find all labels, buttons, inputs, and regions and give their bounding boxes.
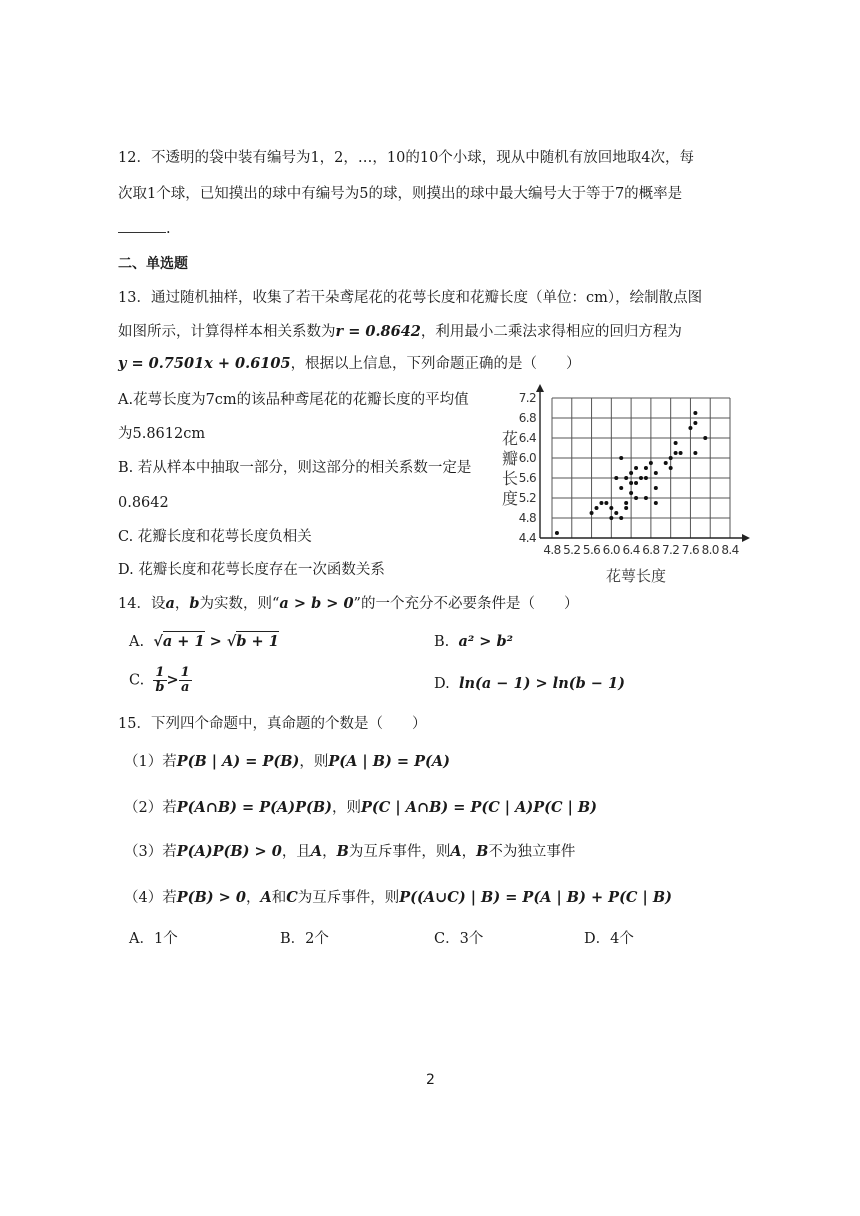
data-point xyxy=(609,516,613,520)
var-b: B xyxy=(476,843,489,860)
prop-then: ，则 xyxy=(299,754,329,770)
log-expr: ln(a − 1) > ln(b − 1) xyxy=(458,675,625,692)
square-expr: a² > b² xyxy=(458,633,513,650)
x-tick-label: 4.8 xyxy=(543,543,561,557)
sqrt-expr: √a + 1 > √b + 1 xyxy=(153,633,279,650)
prop-prefix: （2）若 xyxy=(124,800,177,816)
x-tick-label: 5.6 xyxy=(582,543,601,557)
data-point xyxy=(629,491,633,495)
q15-proposition-4 xyxy=(124,888,672,908)
data-point xyxy=(629,481,633,485)
data-point xyxy=(614,476,618,480)
option-label: B. xyxy=(434,634,450,650)
data-point xyxy=(624,506,628,510)
data-point xyxy=(654,501,658,505)
sqrt-left: a + 1 xyxy=(162,633,205,650)
denominator: a xyxy=(180,680,190,695)
denominator: b xyxy=(155,680,165,695)
x-tick-label: 8.4 xyxy=(721,543,739,557)
q13-option-d: D. 花瓣长度和花萼长度存在一次函数关系 xyxy=(118,562,385,578)
gt-sign: > xyxy=(204,633,227,650)
prop-sep: ， xyxy=(245,890,261,906)
q14-option-a xyxy=(129,632,279,652)
data-point xyxy=(619,516,623,520)
data-point xyxy=(619,456,623,460)
y-tick-label: 6.8 xyxy=(518,411,536,425)
var-a: a xyxy=(165,595,175,612)
x-tick-label: 7.2 xyxy=(662,543,680,557)
data-point xyxy=(644,496,648,500)
data-point xyxy=(634,481,638,485)
q13-line3 xyxy=(118,354,581,374)
data-point xyxy=(644,466,648,470)
x-tick-label: 5.2 xyxy=(563,543,581,557)
regression-expr: y = 0.7501x + 0.6105 xyxy=(118,355,291,372)
var-a: A xyxy=(450,843,462,860)
prop-expr: P(A)P(B) > 0 xyxy=(176,843,282,860)
q14-stem-pre: 14．设 xyxy=(118,596,166,612)
var-a: A xyxy=(260,889,272,906)
var-b: B xyxy=(336,843,349,860)
q15-proposition-2 xyxy=(124,798,597,818)
prop-prefix: （3）若 xyxy=(124,844,177,860)
sqrt-right: b + 1 xyxy=(236,633,279,650)
option-label: A. xyxy=(129,634,145,650)
prop-text: 和 xyxy=(271,890,287,906)
data-point xyxy=(629,471,633,475)
q13-line2 xyxy=(118,322,682,342)
data-point xyxy=(679,451,683,455)
q13-option-b-line1: B. 若从样本中抽取一部分，则这部分的相关系数一定是 xyxy=(118,460,472,476)
q15-option-a: A．1个 xyxy=(129,931,178,947)
prop-prefix: （4）若 xyxy=(124,890,177,906)
data-point xyxy=(644,476,648,480)
x-axis-label: 花萼长度 xyxy=(606,567,667,585)
y-tick-label: 6.0 xyxy=(518,451,536,465)
y-axis-arrow xyxy=(536,384,544,392)
q13-option-c: C. 花瓣长度和花萼长度负相关 xyxy=(118,529,312,545)
data-point xyxy=(688,426,692,430)
q12-period: . xyxy=(166,221,171,237)
q15-proposition-1 xyxy=(124,752,450,772)
data-point xyxy=(664,461,668,465)
q15-option-d: D．4个 xyxy=(584,931,634,947)
y-axis-label-char: 度 xyxy=(502,489,519,508)
q13-line2-pre: 如图所示，计算得样本相关系数为 xyxy=(118,324,336,340)
q14-stem-mid: 为实数，则“ xyxy=(199,596,280,612)
data-point xyxy=(654,486,658,490)
prop-prefix: （1）若 xyxy=(124,754,177,770)
data-point xyxy=(639,476,643,480)
q15-proposition-3 xyxy=(124,842,575,862)
q14-stem xyxy=(118,594,578,614)
page-number: 2 xyxy=(426,1072,435,1088)
y-tick-label: 6.4 xyxy=(518,431,536,445)
y-axis-label-char: 长 xyxy=(502,469,519,488)
q13-option-a-line1: A.花萼长度为7cm的该品种鸢尾花的花瓣长度的平均值 xyxy=(118,392,469,408)
data-point xyxy=(693,451,697,455)
y-tick-label: 7.2 xyxy=(518,391,536,405)
scatter-chart xyxy=(492,382,752,587)
prop-expr: P(A∩B) = P(A)P(B) xyxy=(176,799,333,816)
x-tick-label: 6.4 xyxy=(622,543,640,557)
data-point xyxy=(634,466,638,470)
var-c: C xyxy=(286,889,298,906)
section-title: 二、单选题 xyxy=(118,256,188,272)
x-tick-label: 7.6 xyxy=(681,543,700,557)
x-tick-label: 8.0 xyxy=(701,543,719,557)
prop-text: 不为独立事件 xyxy=(488,844,576,860)
q13-option-b-line2: 0.8642 xyxy=(118,495,169,511)
prop-then: ，则 xyxy=(332,800,362,816)
data-point xyxy=(649,461,653,465)
y-tick-label: 5.2 xyxy=(518,491,536,505)
data-point xyxy=(674,451,678,455)
data-point xyxy=(599,501,603,505)
data-point xyxy=(624,476,628,480)
q14-option-d xyxy=(434,674,625,694)
data-point xyxy=(634,496,638,500)
q13-line1: 13．通过随机抽样，收集了若干朵鸢尾花的花萼长度和花瓣长度（单位：cm），绘制散点图 xyxy=(118,290,703,306)
prop-expr: P(B) > 0 xyxy=(176,889,246,906)
y-axis-label-char: 瓣 xyxy=(502,449,519,468)
y-tick-label: 4.4 xyxy=(518,531,536,545)
condition-expr: a > b > 0 xyxy=(279,595,354,612)
data-point xyxy=(693,421,697,425)
numerator: 1 xyxy=(153,666,166,681)
x-axis-arrow xyxy=(742,534,750,542)
q13-option-a-line2: 为5.8612cm xyxy=(118,426,206,442)
data-point xyxy=(624,501,628,505)
correlation-expr: r = 0.8642 xyxy=(335,323,421,340)
prop-text: 为互斥事件，则 xyxy=(297,890,400,906)
prop-expr: P(A | B) = P(A) xyxy=(328,753,450,770)
q15-option-c: C．3个 xyxy=(434,931,484,947)
var-a: A xyxy=(310,843,323,860)
data-point xyxy=(614,511,618,515)
data-point xyxy=(693,411,697,415)
prop-sep: ， xyxy=(322,844,337,860)
data-point xyxy=(654,471,658,475)
numerator: 1 xyxy=(180,665,190,680)
q14-option-c xyxy=(129,666,192,695)
q15-option-b: B．2个 xyxy=(280,931,329,947)
q12-line3 xyxy=(118,219,171,239)
prop-text: ，且 xyxy=(281,844,311,860)
data-point xyxy=(669,466,673,470)
prop-expr: P((A∪C) | B) = P(A | B) + P(C | B) xyxy=(399,889,672,906)
x-tick-label: 6.8 xyxy=(642,543,660,557)
var-b: b xyxy=(189,595,200,612)
prop-expr: P(B | A) = P(B) xyxy=(176,753,300,770)
q14-sep: ， xyxy=(174,596,190,612)
fraction-1-over-b xyxy=(153,666,166,695)
q13-line3-post: ，根据以上信息，下列命题正确的是（ ） xyxy=(290,356,581,372)
data-point xyxy=(619,486,623,490)
data-point xyxy=(590,511,594,515)
y-tick-label: 5.6 xyxy=(518,471,536,485)
data-point xyxy=(604,501,608,505)
prop-sep: ， xyxy=(461,844,477,860)
prop-expr: P(C | A∩B) = P(C | A)P(C | B) xyxy=(361,799,598,816)
data-point xyxy=(669,456,673,460)
option-label: C. xyxy=(129,672,145,689)
data-point xyxy=(674,441,678,445)
q15-stem: 15．下列四个命题中，真命题的个数是（ ） xyxy=(118,716,427,732)
y-tick-label: 4.8 xyxy=(518,511,536,525)
q12-line2: 次取1个球，已知摸出的球中有编号为5的球，则摸出的球中最大编号大于等于7的概率是 xyxy=(118,186,683,202)
q14-option-b xyxy=(434,632,513,652)
data-point xyxy=(555,531,559,535)
option-label: D. xyxy=(434,676,450,692)
gt-sign: > xyxy=(166,671,179,689)
q12-line1: 12．不透明的袋中装有编号为1，2，…，10的10个小球，现从中随机有放回地取4次，每 xyxy=(118,150,695,166)
answer-blank xyxy=(118,220,166,233)
data-point xyxy=(595,506,599,510)
prop-text: 为互斥事件，则 xyxy=(348,844,451,860)
q14-stem-post: ”的一个充分不必要条件是（ ） xyxy=(353,596,579,612)
data-point xyxy=(609,506,613,510)
q13-line2-post: ，利用最小二乘法求得相应的回归方程为 xyxy=(420,324,682,340)
data-point xyxy=(703,436,707,440)
fraction-1-over-a xyxy=(179,666,192,695)
y-axis-label-char: 花 xyxy=(502,429,519,448)
x-tick-label: 6.0 xyxy=(602,543,620,557)
